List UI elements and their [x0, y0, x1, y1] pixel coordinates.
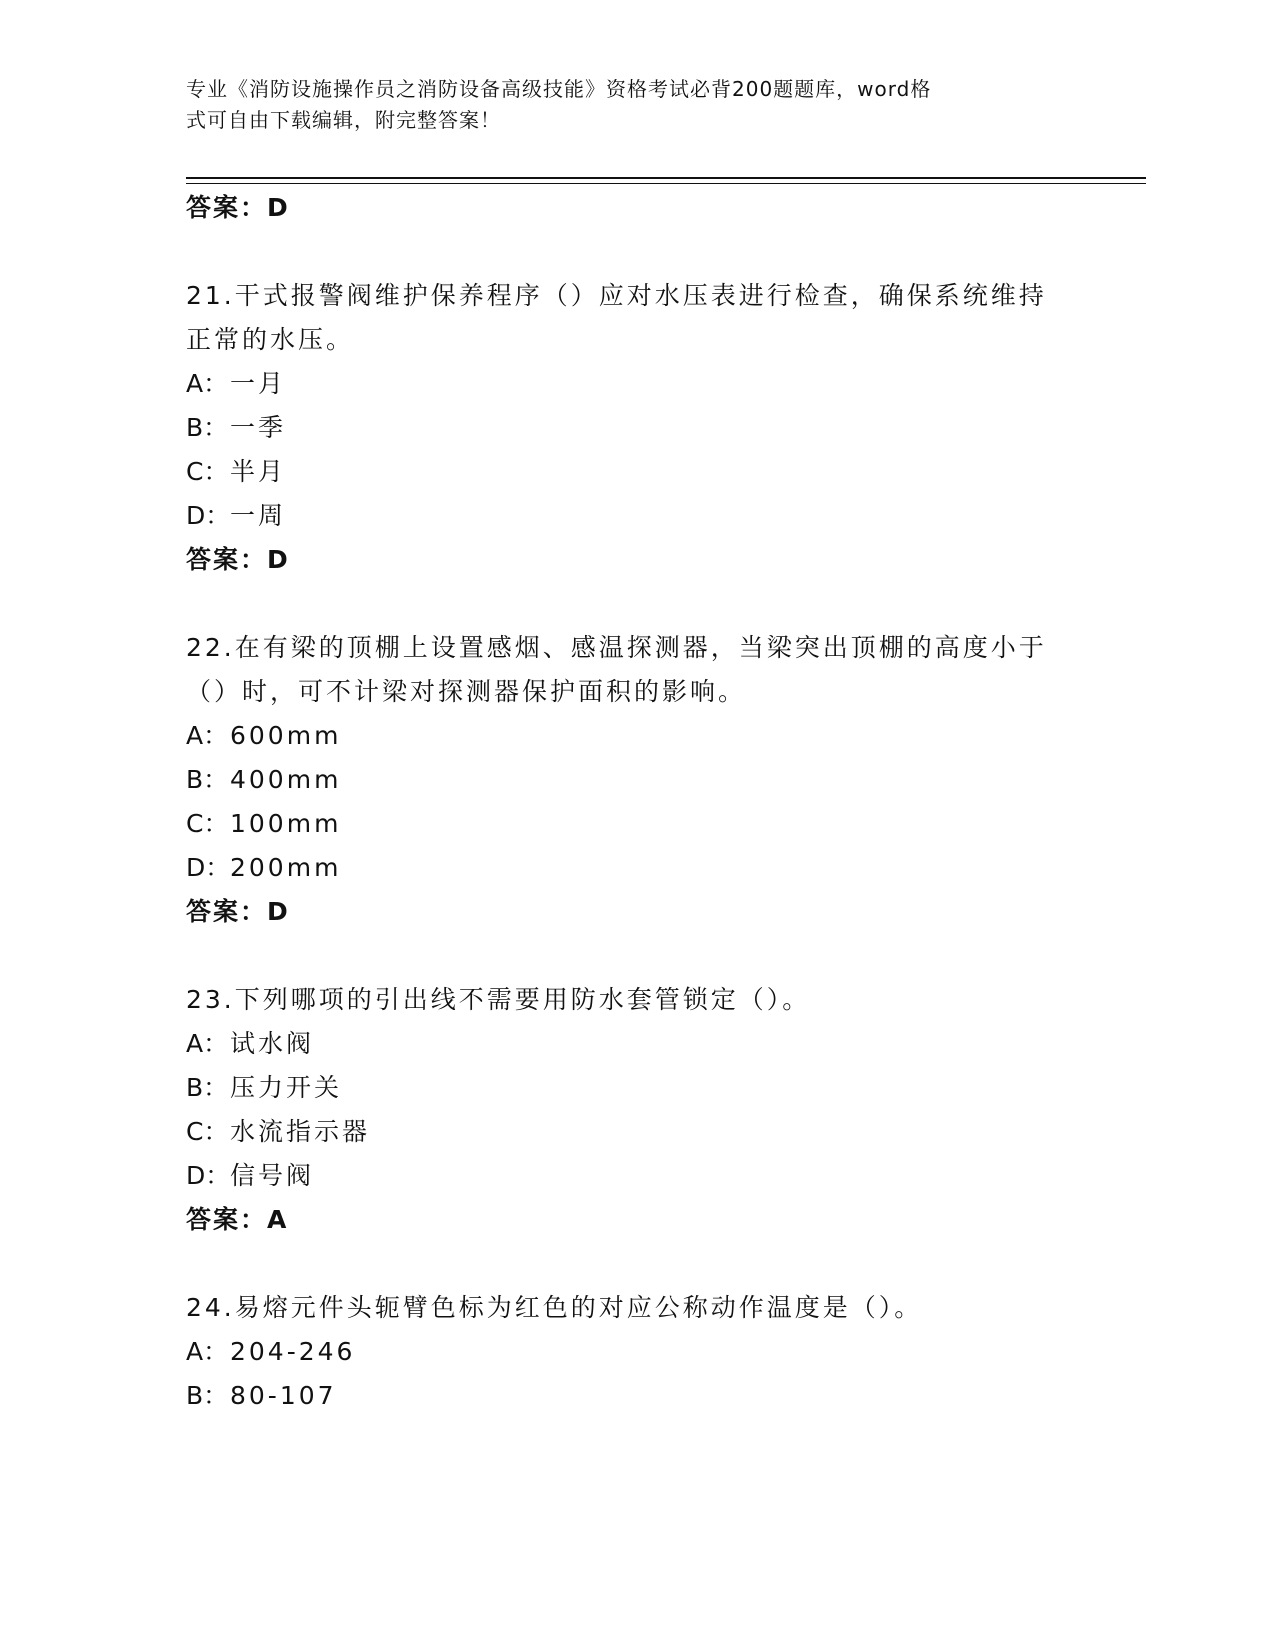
question-21-option-d [186, 501, 1066, 531]
option-key: B： [186, 413, 229, 442]
option-text: 80-107 [230, 1381, 337, 1410]
option-text: 一月 [230, 369, 287, 398]
header-line-2: 式可自由下载编辑，附完整答案！ [186, 108, 501, 132]
question-23-option-c [186, 1117, 1066, 1147]
question-24-stem-line-1: 24.易熔元件头轭臂色标为红色的对应公称动作温度是（）。 [186, 1293, 923, 1322]
option-key: A： [186, 369, 229, 398]
option-text: 204-246 [230, 1337, 356, 1366]
option-text: 压力开关 [230, 1073, 343, 1102]
question-22-option-b [186, 765, 1066, 795]
question-23-option-b [186, 1073, 1066, 1103]
option-text: 600mm [230, 721, 342, 750]
header-divider-thin [186, 183, 1146, 184]
question-21-option-b [186, 413, 1066, 443]
option-text: 400mm [230, 765, 342, 794]
option-key: C： [186, 457, 229, 486]
option-text: 一周 [230, 501, 287, 530]
option-text: 一季 [230, 413, 287, 442]
option-text: 试水阀 [230, 1029, 315, 1058]
question-21-option-c [186, 457, 1066, 487]
option-key: D： [186, 501, 231, 530]
option-key: B： [186, 1381, 229, 1410]
option-text: 100mm [230, 809, 342, 838]
question-24-option-b [186, 1381, 1066, 1411]
option-text: 信号阀 [230, 1161, 315, 1190]
question-22-option-a [186, 721, 1066, 751]
question-23-option-d [186, 1161, 1066, 1191]
question-22-option-d [186, 853, 1066, 883]
question-21-option-a [186, 369, 1066, 399]
question-22-stem-line-2: （）时，可不计梁对探测器保护面积的影响。 [186, 677, 747, 706]
option-key: B： [186, 765, 229, 794]
question-24-option-a [186, 1337, 1066, 1367]
option-text: 水流指示器 [230, 1117, 371, 1146]
option-text: 半月 [230, 457, 287, 486]
question-22-stem-line-1: 22.在有梁的顶棚上设置感烟、感温探测器，当梁突出顶棚的高度小于 [186, 633, 1047, 662]
question-21-stem-line-2: 正常的水压。 [186, 325, 355, 354]
document-header [186, 74, 1066, 136]
option-text: 200mm [230, 853, 342, 882]
question-22-answer: 答案：D [186, 897, 290, 926]
option-key: A： [186, 1337, 229, 1366]
question-22-option-c [186, 809, 1066, 839]
option-key: D： [186, 1161, 231, 1190]
previous-answer: 答案：D [186, 193, 290, 222]
header-divider-thick [186, 177, 1146, 179]
question-23-stem-line-1: 23.下列哪项的引出线不需要用防水套管锁定（）。 [186, 985, 811, 1014]
header-line-1: 专业《消防设施操作员之消防设备高级技能》资格考试必背200题题库，word格 [186, 77, 932, 101]
question-23-option-a [186, 1029, 1066, 1059]
question-23-answer: 答案：A [186, 1205, 289, 1234]
question-21-answer: 答案：D [186, 545, 290, 574]
option-key: B： [186, 1073, 229, 1102]
option-key: A： [186, 721, 229, 750]
option-key: C： [186, 809, 229, 838]
option-key: D： [186, 853, 231, 882]
option-key: A： [186, 1029, 229, 1058]
option-key: C： [186, 1117, 229, 1146]
question-21-stem-line-1: 21.干式报警阀维护保养程序（）应对水压表进行检查，确保系统维持 [186, 281, 1047, 310]
